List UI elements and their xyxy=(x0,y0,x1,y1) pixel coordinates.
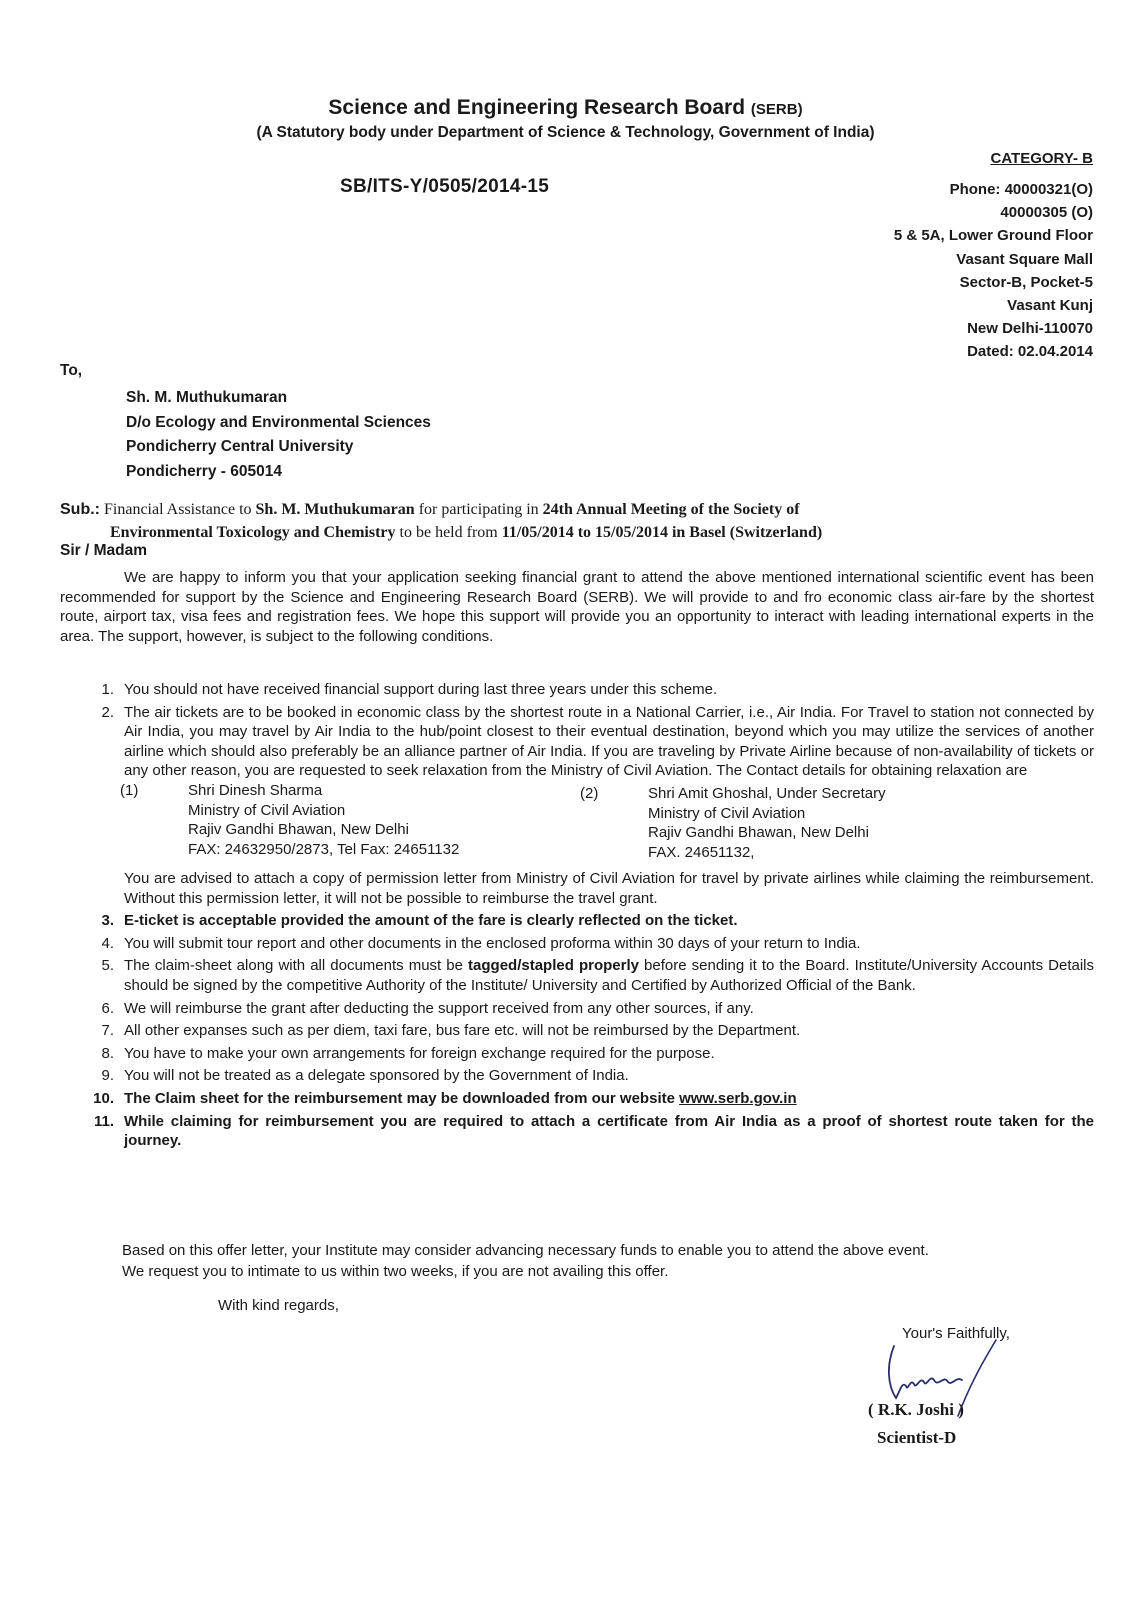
condition-number: 2. xyxy=(101,703,114,721)
condition-item xyxy=(60,1066,1094,1086)
contact-address: Rajiv Gandhi Bhawan, New Delhi xyxy=(188,821,409,839)
condition-number: 9. xyxy=(101,1067,114,1085)
yours-faithfully: Your's Faithfully, xyxy=(902,1325,1010,1342)
condition-number: 4. xyxy=(101,934,114,952)
condition-number: 8. xyxy=(101,1044,114,1062)
contact-ministry: Ministry of Civil Aviation xyxy=(188,801,346,819)
condition-text: The air tickets are to be booked in economic class by the shortest route in a National Carrier, i.e., Air India. For Travel to station not connected by Air India, you may travel by Air India to the hub/point closest to their eventual destination, beyond which you may utilize the services of another airline which should also preferably be an alliance partner of Air India. If you are traveling by Private Airline because of non-availability of tickets or any other reason, you are requested to seek relaxation from the Ministry of Civil Aviation. The Contact details for obtaining relaxation are xyxy=(124,703,1094,780)
org-name: Science and Engineering Research Board xyxy=(328,96,746,119)
condition-text: You should not have received financial support during last three years under this scheme. xyxy=(124,681,718,698)
regards: With kind regards, xyxy=(218,1297,339,1314)
condition-item xyxy=(60,1044,1094,1064)
subject-text: Financial Assistance to xyxy=(104,501,256,518)
condition-emphasis: tagged/stapled properly xyxy=(468,957,639,975)
phone-line-2: 40000305 (O) xyxy=(1000,204,1093,222)
address-line: Sector-B, Pocket-5 xyxy=(959,273,1093,291)
subject-dates: 11/05/2014 to 15/05/2014 in Basel (Switzerland) xyxy=(501,524,823,541)
signatory-designation: Scientist-D xyxy=(877,1428,957,1447)
contact-1 xyxy=(120,781,459,859)
subject-label: Sub.: xyxy=(60,501,100,518)
address-line: Vasant Kunj xyxy=(1007,297,1093,315)
serb-website-link[interactable]: www.serb.gov.in xyxy=(679,1089,797,1107)
condition-text: We will reimburse the grant after deducting the support received from any other sources, if any. xyxy=(124,999,754,1017)
condition-item xyxy=(60,999,1094,1019)
condition-number: 11. xyxy=(93,1112,114,1130)
salutation: Sir / Madam xyxy=(60,542,147,559)
recipient-city: Pondicherry - 605014 xyxy=(126,462,282,480)
condition-text: You have to make your own arrangements for foreign exchange required for the purpose. xyxy=(124,1044,715,1062)
condition-number: 10. xyxy=(93,1089,114,1107)
recipient-university: Pondicherry Central University xyxy=(126,438,354,455)
condition-number: 7. xyxy=(101,1022,114,1040)
condition-item xyxy=(60,1021,1094,1041)
signatory-name: ( R.K. Joshi ) xyxy=(868,1400,964,1419)
condition-item xyxy=(60,934,1094,954)
subject-event: 24th Annual Meeting of the Society of xyxy=(542,501,800,518)
closing-text: Based on this offer letter, your Institute may consider advancing necessary funds to enable you to attend the above event. xyxy=(122,1242,929,1259)
contact-number: (1) xyxy=(120,781,139,799)
subject-event-cont: Environmental Toxicology and Chemistry xyxy=(110,524,396,541)
closing-paragraph xyxy=(122,1240,929,1282)
letter-date: Dated: 02.04.2014 xyxy=(967,343,1093,361)
subject-text: for participating in xyxy=(414,501,543,518)
condition-text: The claim-sheet along with all documents must be xyxy=(124,957,469,975)
condition-item xyxy=(60,956,1094,995)
org-title xyxy=(0,96,1131,120)
intro-paragraph: We are happy to inform you that your application seeking financial grant to attend the above mentioned international scientific event has been recommended for support by the Science and Engineering Research Board (SERB). We will provide to and fro economic class air-fare by the shortest route, airport tax, visa fees and registration fees. We hope this support will provide you an opportunity to interact with leading international experts in the area. The support, however, is subject to the following conditions. xyxy=(60,569,1094,645)
recipient-name: Sh. M. Muthukumaran xyxy=(126,389,288,406)
contact-fax: FAX. 24651132, xyxy=(648,843,755,861)
subject-name: Sh. M. Muthukumaran xyxy=(255,501,415,518)
condition-text: All other expanses such as per diem, taxi fare, bus fare etc. will not be reimbursed by the Department. xyxy=(124,1022,801,1040)
condition-item xyxy=(60,680,1094,700)
subject-line xyxy=(60,498,1100,544)
contact-ministry: Ministry of Civil Aviation xyxy=(648,804,806,822)
condition-item xyxy=(60,1112,1094,1151)
condition-text: The Claim sheet for the reimbursement may be downloaded from our website xyxy=(124,1089,680,1107)
org-subtitle: (A Statutory body under Department of Science & Technology, Government of India) xyxy=(256,124,875,141)
closing-text: We request you to intimate to us within two weeks, if you are not availing this offer. xyxy=(122,1263,669,1280)
condition-text: You will not be treated as a delegate sponsored by the Government of India. xyxy=(124,1067,629,1085)
condition-text: While claiming for reimbursement you are required to attach a certificate from Air India as a proof of shortest route taken for the journey. xyxy=(124,1112,1094,1150)
condition-number: 1. xyxy=(101,681,114,698)
condition-number: 5. xyxy=(101,957,114,975)
contact-number: (2) xyxy=(580,784,599,802)
contact-name: Shri Dinesh Sharma xyxy=(188,781,323,799)
condition-note xyxy=(60,869,1094,908)
address-line: Vasant Square Mall xyxy=(956,250,1093,268)
reference-number: SB/ITS-Y/0505/2014-15 xyxy=(340,176,550,197)
org-abbr: (SERB) xyxy=(750,101,803,118)
condition-text: You will submit tour report and other documents in the enclosed proforma within 30 days of your return to India. xyxy=(124,934,861,952)
condition-item xyxy=(60,1089,1094,1109)
condition-item xyxy=(60,703,1094,781)
contact-address: Rajiv Gandhi Bhawan, New Delhi xyxy=(648,824,869,842)
condition-number: 6. xyxy=(101,999,114,1017)
to-label: To, xyxy=(60,362,83,379)
contact-fax: FAX: 24632950/2873, Tel Fax: 24651132 xyxy=(188,840,460,858)
contact-name: Shri Amit Ghoshal, Under Secretary xyxy=(648,784,886,802)
contact-2 xyxy=(580,784,886,862)
conditions-list xyxy=(60,680,1094,1154)
condition-text: You are advised to attach a copy of permission letter from Ministry of Civil Aviation for travel by private airlines while claiming the reimbursement. Without this permission letter, it will not be possible to reimburse the travel grant. xyxy=(124,869,1094,907)
phone-line: Phone: 40000321(O) xyxy=(949,181,1093,198)
condition-text: before sending it to the Board. Institute/University Accounts Details should be signed by the competitive Authority of the Institute/ University and Certified by Authorized Official of the Bank. xyxy=(124,957,1094,994)
address-line: 5 & 5A, Lower Ground Floor xyxy=(893,227,1093,245)
contact-details xyxy=(60,781,1094,865)
condition-number: 3. xyxy=(101,912,114,930)
subject-text: to be held from xyxy=(395,524,502,541)
recipient-address xyxy=(126,386,431,484)
address-line: New Delhi-110070 xyxy=(967,320,1093,338)
condition-text: E-ticket is acceptable provided the amount of the fare is clearly reflected on the ticket. xyxy=(124,912,738,930)
condition-item xyxy=(60,911,1094,931)
sender-address xyxy=(763,178,1093,364)
category-label: CATEGORY- B xyxy=(990,150,1093,167)
recipient-dept: D/o Ecology and Environmental Sciences xyxy=(126,413,431,431)
